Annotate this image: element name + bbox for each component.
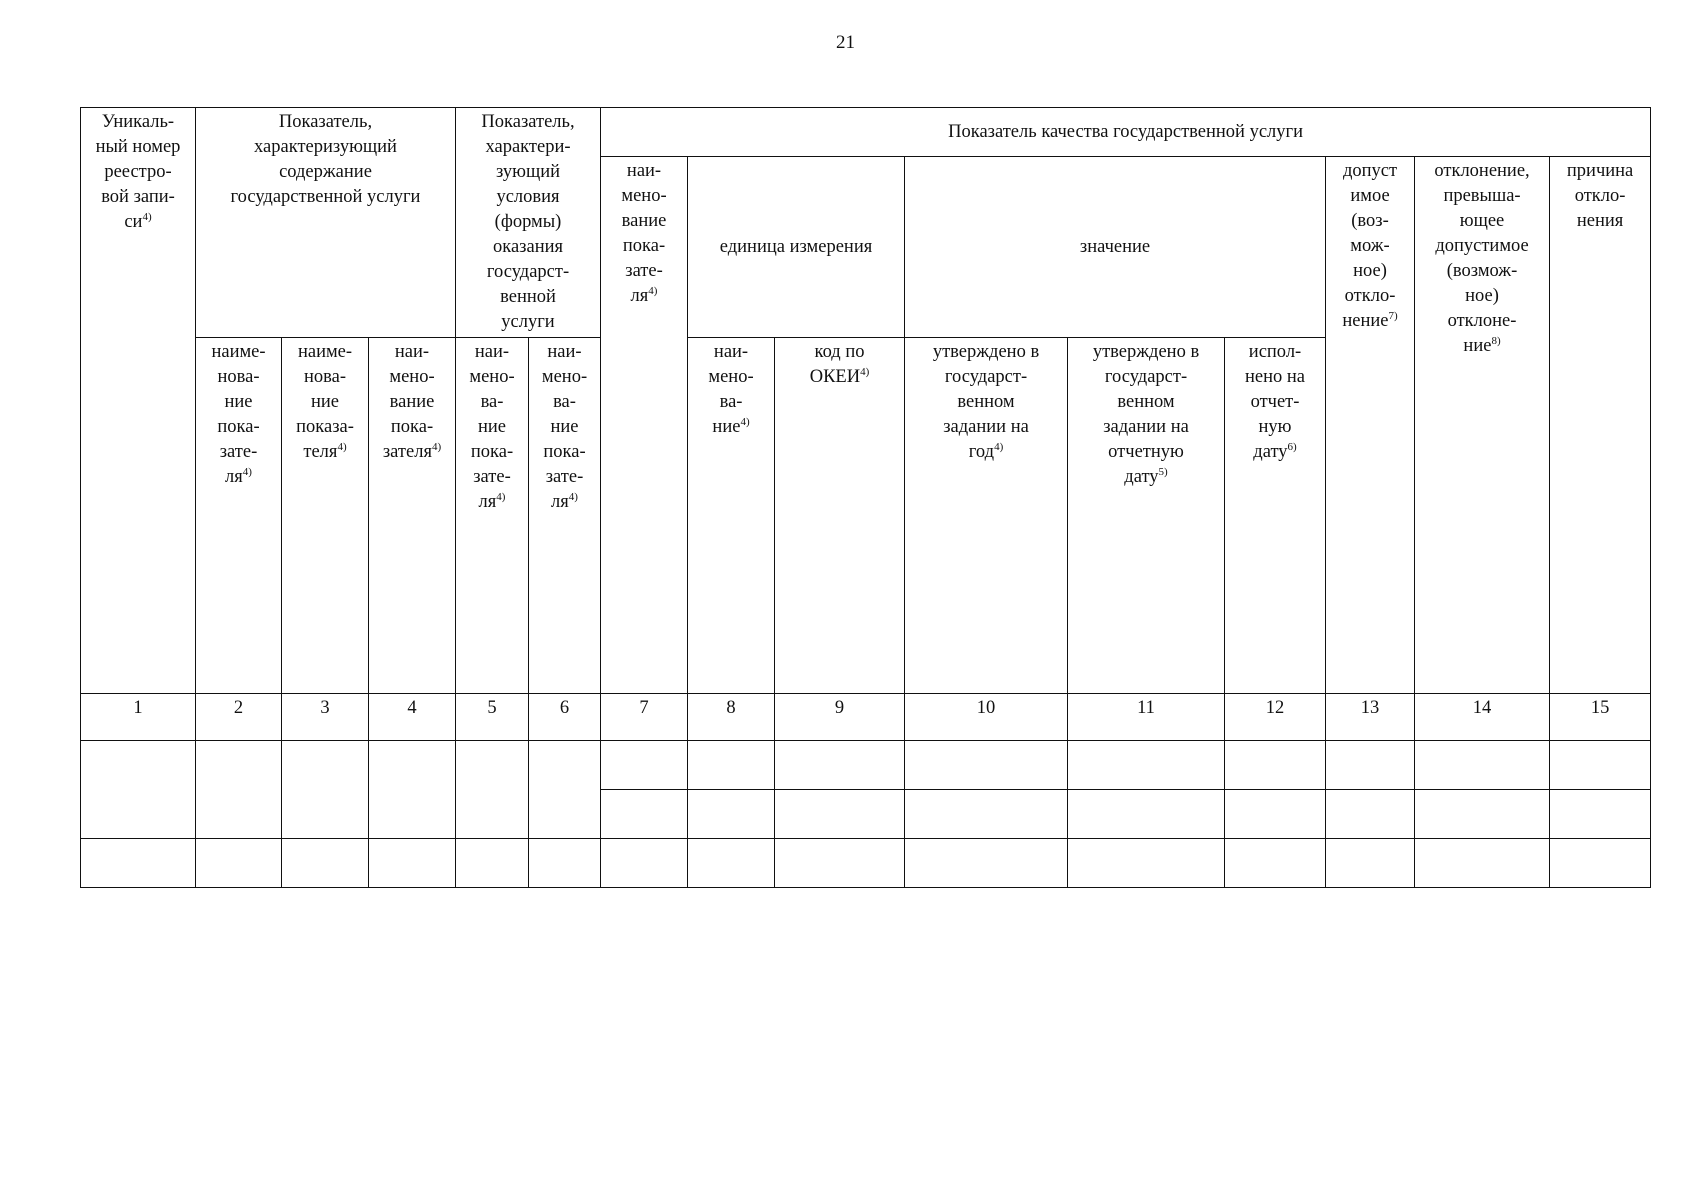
empty-cell xyxy=(282,741,369,839)
empty-cell xyxy=(81,741,196,839)
empty-cell xyxy=(529,839,601,888)
empty-cell xyxy=(905,741,1068,790)
empty-cell xyxy=(1225,741,1326,790)
empty-cell xyxy=(456,741,529,839)
empty-cell xyxy=(282,839,369,888)
column-number: 6 xyxy=(529,694,601,741)
empty-cell xyxy=(196,839,282,888)
empty-cell xyxy=(1068,790,1225,839)
header-unique-number: Уникаль- ный номер реестро- вой запи- $си^{4)}$ xyxy=(81,108,196,694)
header-executed-report-date: испол- нено на отчет- ную дату$^{6)}$ xyxy=(1225,338,1326,694)
header-value-group: значение xyxy=(905,157,1326,338)
empty-cell xyxy=(1068,741,1225,790)
empty-cell xyxy=(1326,741,1415,790)
header-okei-code: код по ОКЕИ$^{4)}$ xyxy=(775,338,905,694)
header-content-indicator-group: Показатель, характеризующий содержание государственной услуги xyxy=(196,108,456,338)
empty-cell xyxy=(775,741,905,790)
header-allowed-deviation: допуст имое (воз- мож- ное) откло- нение$^{7)}$ xyxy=(1326,157,1415,694)
header-unit-group: единица измерения xyxy=(688,157,905,338)
column-number: 9 xyxy=(775,694,905,741)
empty-cell xyxy=(456,839,529,888)
empty-cell xyxy=(1415,741,1550,790)
empty-cell xyxy=(1550,839,1651,888)
table-row xyxy=(81,741,1651,790)
empty-cell xyxy=(775,839,905,888)
empty-cell xyxy=(601,741,688,790)
empty-cell xyxy=(81,839,196,888)
column-number: 11 xyxy=(1068,694,1225,741)
empty-cell xyxy=(688,741,775,790)
header-content-indicator-3: наи- мено- вание пока- зателя$^{4)}$ xyxy=(369,338,456,694)
page-number: 21 xyxy=(836,32,855,53)
empty-cell xyxy=(688,839,775,888)
header-excess-deviation: отклонение, превыша- ющее допустимое (возмож- ное) отклоне- ние$^{8)}$ xyxy=(1415,157,1550,694)
empty-cell xyxy=(1550,741,1651,790)
empty-cell xyxy=(1225,790,1326,839)
column-number: 14 xyxy=(1415,694,1550,741)
column-number: 8 xyxy=(688,694,775,741)
empty-cell xyxy=(369,741,456,839)
column-number: 1 xyxy=(81,694,196,741)
column-number: 3 xyxy=(282,694,369,741)
column-number: 5 xyxy=(456,694,529,741)
column-number: 12 xyxy=(1225,694,1326,741)
column-number: 4 xyxy=(369,694,456,741)
empty-cell xyxy=(1415,790,1550,839)
column-number: 13 xyxy=(1326,694,1415,741)
empty-cell xyxy=(601,839,688,888)
header-condition-indicator-1: наи- мено- ва- ние пока- зате- $ля^{4)}$ xyxy=(456,338,529,694)
empty-cell xyxy=(905,790,1068,839)
empty-cell xyxy=(1550,790,1651,839)
table-row xyxy=(81,839,1651,888)
header-quality-indicator-group: Показатель качества государственной услуги xyxy=(601,108,1651,157)
header-condition-indicator-2: наи- мено- ва- ние пока- зате- $ля^{4)}$ xyxy=(529,338,601,694)
column-number: 15 xyxy=(1550,694,1651,741)
column-number: 7 xyxy=(601,694,688,741)
header-content-indicator-1: наиме- нова- ние пока- зате- $ля^{4)}$ xyxy=(196,338,282,694)
empty-cell xyxy=(196,741,282,839)
empty-cell xyxy=(601,790,688,839)
empty-cell xyxy=(1326,839,1415,888)
column-numbers-row xyxy=(81,694,1651,741)
empty-cell xyxy=(1225,839,1326,888)
header-unit-name: наи- мено- ва- ние$^{4)}$ xyxy=(688,338,775,694)
header-approved-year: утверждено в государст- венном задании на год$^{4)}$ xyxy=(905,338,1068,694)
empty-cell xyxy=(1068,839,1225,888)
header-approved-report-date: утверждено в государст- венном задании на отчетную дату$^{5)}$ xyxy=(1068,338,1225,694)
quality-indicator-table xyxy=(80,107,1651,888)
header-indicator-name: наи- мено- вание пока- зате- $ля^{4)}$ xyxy=(601,157,688,694)
column-number: 10 xyxy=(905,694,1068,741)
header-deviation-reason: причина откло- нения xyxy=(1550,157,1651,694)
header-condition-indicator-group: Показатель, характери- зующий условия (формы) оказания государст- венной услуги xyxy=(456,108,601,338)
empty-cell xyxy=(775,790,905,839)
empty-cell xyxy=(905,839,1068,888)
empty-cell xyxy=(369,839,456,888)
column-number: 2 xyxy=(196,694,282,741)
empty-cell xyxy=(688,790,775,839)
empty-cell xyxy=(1415,839,1550,888)
empty-cell xyxy=(529,741,601,839)
empty-cell xyxy=(1326,790,1415,839)
header-content-indicator-2: наиме- нова- ние показа- теля$^{4)}$ xyxy=(282,338,369,694)
